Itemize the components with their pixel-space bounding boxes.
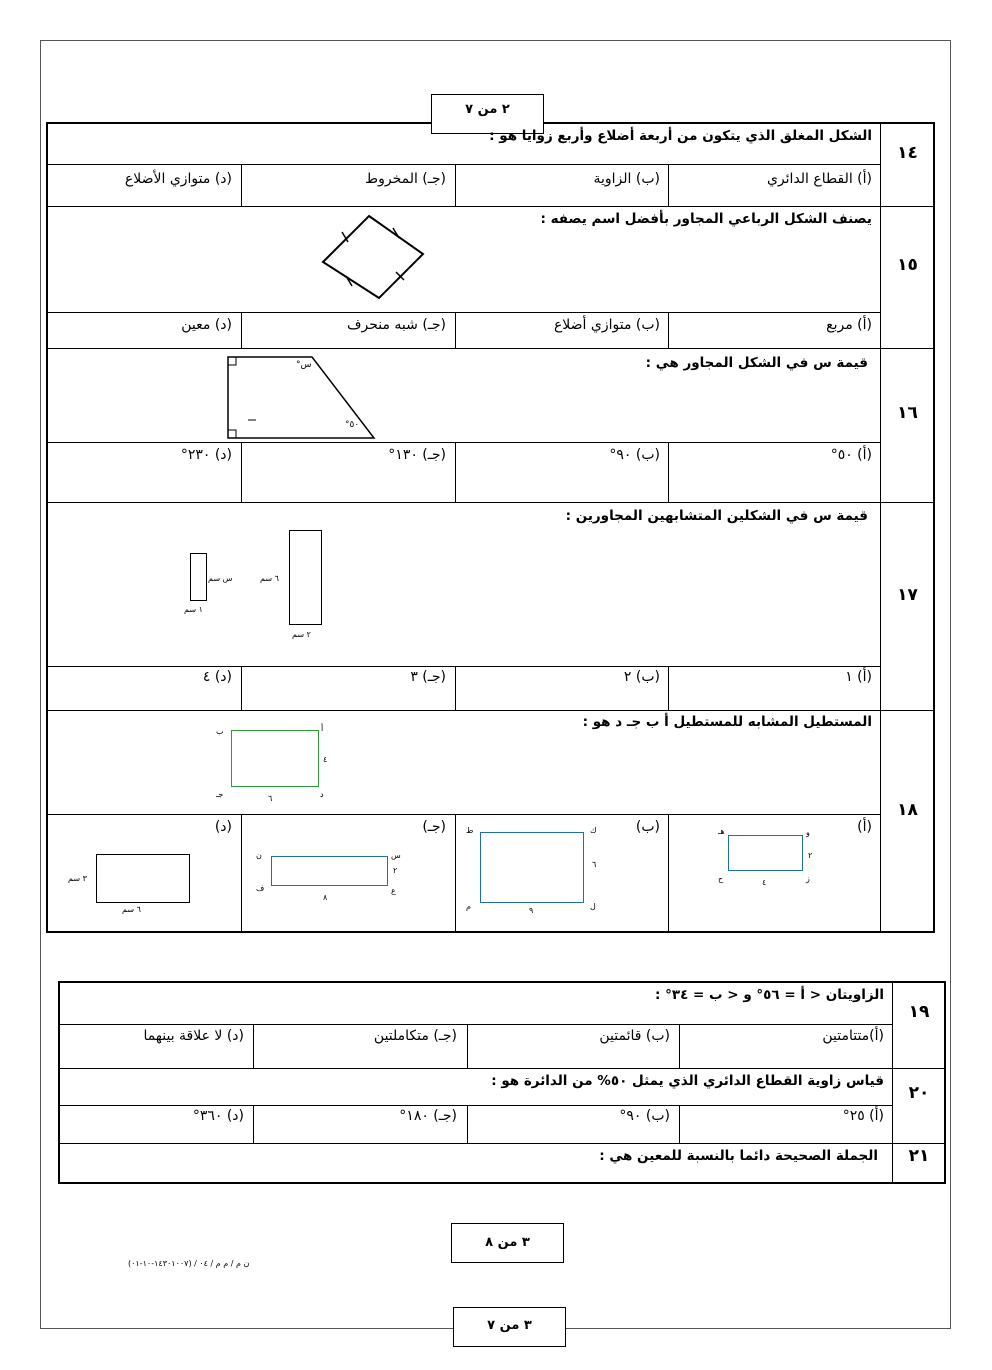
page-label-mid: ٣ من ٨ <box>451 1223 564 1263</box>
q18-side-label: ٤ <box>323 755 328 764</box>
q18-b-side: ٦ <box>592 860 597 869</box>
q18-option-d-rectangle <box>96 854 190 903</box>
q18-vertex-d: د <box>320 790 324 799</box>
q18-b-v2: ط <box>466 826 474 835</box>
q18-option-b[interactable]: (ب) <box>635 819 660 835</box>
q15-option-b[interactable]: (ب) متوازي أضلاع <box>553 317 660 333</box>
q18-c-base: ٨ <box>323 893 328 902</box>
q18-a-base: ٤ <box>762 878 767 887</box>
q18-option-a[interactable]: (أ) <box>857 819 872 835</box>
q15-option-a[interactable]: (أ) مربع <box>826 317 872 333</box>
q18-a-v1: و <box>806 828 810 837</box>
question-number-21: ٢١ <box>908 1146 930 1166</box>
rhombus-figure <box>315 210 430 305</box>
q14-option-a[interactable]: (أ) القطاع الدائري <box>766 171 872 187</box>
page-label-bottom: ٣ من ٧ <box>453 1307 566 1347</box>
small-rectangle <box>190 553 207 601</box>
q16-option-c[interactable]: (جـ) ١٣٠° <box>388 447 446 463</box>
q20-option-c[interactable]: (جـ) ١٨٠° <box>399 1108 457 1124</box>
q18-a-v2: هـ <box>718 827 725 836</box>
q17-large-side: ٦ سم <box>260 574 279 583</box>
question-number-18: ١٨ <box>897 800 918 820</box>
q18-b-v3: م <box>466 902 471 911</box>
q20-option-a[interactable]: (أ) ٢٥° <box>842 1108 884 1124</box>
q18-a-v4: ز <box>806 874 810 883</box>
question-20-text: قياس زاوية القطاع الدائري الذي يمثل ٥٠% من الدائرة هو : <box>491 1073 884 1089</box>
q19-option-b[interactable]: (ب) قائمتين <box>599 1028 670 1044</box>
q19-option-c[interactable]: (جـ) متكاملتين <box>373 1028 457 1044</box>
question-17-text: قيمة س في الشكلين المتشابهين المجاورين : <box>565 508 868 524</box>
q15-option-d[interactable]: (د) معين <box>181 317 232 333</box>
question-14-text: الشكل المغلق الذي يتكون من أربعة أضلاع وأربع زوايا هو : <box>489 128 872 144</box>
question-number-16: ١٦ <box>897 403 918 423</box>
q18-c-v1: س <box>391 851 401 860</box>
q18-base-label: ٦ <box>268 794 273 803</box>
q18-vertex-b: ب <box>216 727 224 736</box>
q18-option-c[interactable]: (جـ) <box>422 819 446 835</box>
q17-small-base: ١ سم <box>184 605 203 614</box>
q16-angle-x-label: س° <box>296 360 312 370</box>
q16-angle-50-label: ٥٠° <box>345 420 360 430</box>
question-21-text: الجملة الصحيحة دائما بالنسبة للمعين هي : <box>599 1148 878 1164</box>
q16-option-b[interactable]: (ب) ٩٠° <box>609 447 660 463</box>
q18-option-b-rectangle <box>480 832 584 903</box>
q17-option-b[interactable]: (ب) ٢ <box>623 669 660 685</box>
q16-option-d[interactable]: (د) ٢٣٠° <box>180 447 232 463</box>
large-rectangle <box>289 530 322 625</box>
q17-small-side: س سم <box>208 574 233 583</box>
question-number-19: ١٩ <box>908 1002 930 1022</box>
q14-option-b[interactable]: (ب) الزاوية <box>593 171 660 187</box>
q19-option-a[interactable]: (أ)متتامتين <box>822 1028 884 1044</box>
q18-b-v1: ك <box>590 826 597 835</box>
q17-large-base: ٢ سم <box>292 630 311 639</box>
question-19-text: الزاويتان < أ = ٥٦° و < ب = ٣٤° : <box>654 987 884 1003</box>
question-number-14: ١٤ <box>897 143 918 163</box>
q19-option-d[interactable]: (د) لا علاقة بينهما <box>143 1028 244 1044</box>
question-18-text: المستطيل المشابه للمستطيل أ ب جـ د هو : <box>582 714 872 730</box>
q18-option-c-rectangle <box>271 856 388 886</box>
q18-option-d[interactable]: (د) <box>214 819 232 835</box>
question-number-20: ٢٠ <box>908 1083 930 1103</box>
rectangle-abcd <box>231 730 319 787</box>
q17-option-c[interactable]: (جـ) ٣ <box>410 669 446 685</box>
q20-option-b[interactable]: (ب) ٩٠° <box>619 1108 670 1124</box>
q18-b-base: ٩ <box>529 906 534 915</box>
question-number-15: ١٥ <box>897 255 918 275</box>
q18-a-side: ٢ <box>808 851 813 860</box>
question-16-text: قيمة س في الشكل المجاور هي : <box>645 355 868 371</box>
q18-option-a-rectangle <box>728 835 803 871</box>
q18-b-v4: ل <box>590 902 596 911</box>
q18-c-side: ٢ <box>393 866 398 875</box>
q18-c-v4: ع <box>391 886 396 895</box>
q17-option-d[interactable]: (د) ٤ <box>202 669 232 685</box>
q18-vertex-a: أ <box>321 724 324 733</box>
q18-vertex-c: جـ <box>216 790 224 799</box>
q15-option-c[interactable]: (جـ) شبه منحرف <box>346 317 446 333</box>
q18-d-side: ٣ سم <box>68 874 87 883</box>
question-15-text: يصنف الشكل الرباعي المجاور بأفضل اسم يصفه : <box>540 211 872 227</box>
page-label-top: ٢ من ٧ <box>431 94 544 134</box>
question-number-17: ١٧ <box>897 585 918 605</box>
q18-c-v3: ف <box>256 884 265 893</box>
q18-c-v2: ن <box>256 851 262 860</box>
q14-option-c[interactable]: (جـ) المخروط <box>365 171 446 187</box>
q20-option-d[interactable]: (د) ٣٦٠° <box>192 1108 244 1124</box>
q17-option-a[interactable]: (أ) ١ <box>845 669 872 685</box>
questions-table-top <box>46 122 935 933</box>
q16-option-a[interactable]: (أ) ٥٠° <box>830 447 872 463</box>
footer-code: ن م / م م / ٠٤ / (١٤٣٠١٠٠٧-١٠-٠١) <box>128 1259 250 1268</box>
q18-a-v3: ح <box>718 874 724 883</box>
q14-option-d[interactable]: (د) متوازي الأضلاع <box>124 171 232 187</box>
q18-d-base: ٦ سم <box>122 905 141 914</box>
